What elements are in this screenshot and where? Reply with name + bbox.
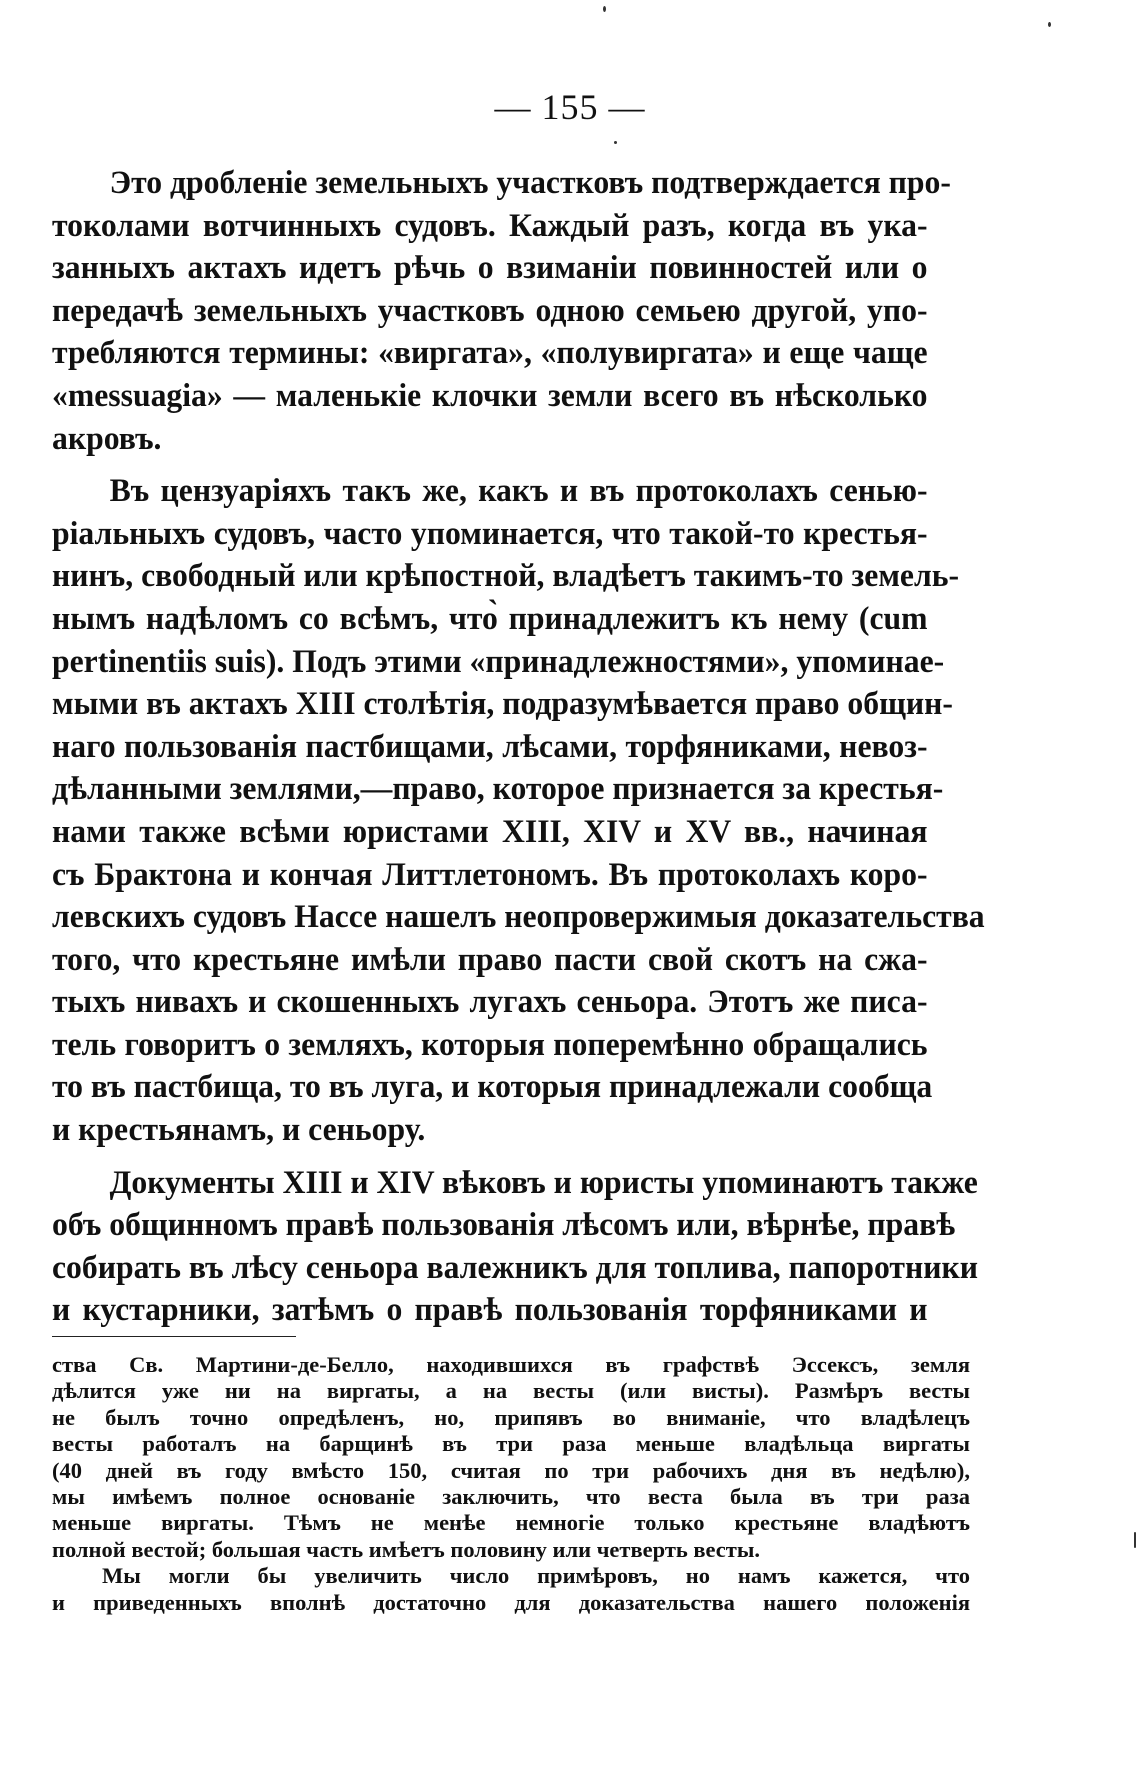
- footnote-line: весты работалъ на барщинѣ въ три раза меньше владѣльца виргаты: [52, 1431, 970, 1457]
- text-line: Въ цензуаріяхъ такъ же, какъ и въ протоколахъ сенью-: [109, 473, 928, 510]
- footnote-line: дѣлится уже ни на виргаты, а на весты (или висты). Размѣръ весты: [52, 1378, 970, 1404]
- main-text: [52, 162, 985, 1332]
- text-line: «messuagia» — маленькіе клочки земли всего въ нѣсколько: [52, 377, 928, 414]
- paragraph: [52, 1162, 978, 1332]
- text-line: и крестьянамъ, и сеньору.: [52, 1112, 426, 1149]
- footnote-paragraph: [52, 1563, 970, 1616]
- text-line: тыхъ нивахъ и скошенныхъ лугахъ сеньора. Этотъ же писа-: [52, 984, 928, 1021]
- text-line: pertinentiis suis). Подъ этими «принадлежностями», упоминае-: [52, 643, 945, 680]
- footnote-line: ства Св. Мартини-де-Белло, находившихся въ графствѣ Эссексъ, земля: [52, 1352, 970, 1377]
- footnote-line: меньше виргаты. Тѣмъ не менѣе немногіе только крестьяне владѣютъ: [52, 1510, 970, 1536]
- text-line: тель говоритъ о земляхъ, которыя поперемѣнно обращались: [52, 1026, 928, 1063]
- paragraph: [52, 470, 985, 1152]
- footnote-separator: [52, 1336, 296, 1337]
- text-line: передачѣ земельныхъ участковъ одною семьею другой, упо-: [52, 292, 928, 329]
- text-line: токолами вотчинныхъ судовъ. Каждый разъ, когда въ ука-: [52, 207, 928, 244]
- text-line: левскихъ судовъ Нассе нашелъ неопровержимыя доказательства: [52, 899, 985, 936]
- text-line: дѣланными землями,—право, которое признается за крестья-: [52, 771, 944, 808]
- text-line: требляются термины: «виргата», «полувиргата» и еще чаще: [52, 335, 928, 372]
- text-line: и кустарники, затѣмъ о правѣ пользованія торфяниками и: [52, 1292, 928, 1329]
- page-number: — 155 —: [494, 87, 646, 127]
- text-line: того, что крестьяне имѣли право пасти свой скотъ на сжа-: [52, 941, 928, 978]
- footnote-line: не былъ точно опредѣленъ, но, припявъ во вниманіе, что владѣлецъ: [52, 1404, 970, 1430]
- text-line: съ Брактона и кончая Литтлетономъ. Въ протоколахъ коро-: [52, 856, 928, 893]
- text-line: мыми въ актахъ XIII столѣтія, подразумѣвается право общин-: [52, 686, 953, 723]
- text-line: Документы XIII и XIV вѣковъ и юристы упоминаютъ также: [109, 1164, 978, 1201]
- footnote-line: (40 дней въ году вмѣсто 150, считая по три рабочихъ дня въ недѣлю),: [52, 1457, 970, 1483]
- paragraph: [52, 162, 951, 460]
- footnote: [52, 1352, 970, 1616]
- footnote-line: Мы могли бы увеличить число примѣровъ, но намъ кажется, что: [102, 1563, 970, 1589]
- footnote-line: мы имѣемъ полное основаніе заключить, что веста была въ три раза: [52, 1483, 970, 1509]
- text-line: занныхъ актахъ идетъ рѣчь о взиманіи повинностей или о: [52, 250, 928, 287]
- text-line: объ общинномъ правѣ пользованія лѣсомъ или, вѣрнѣе, правѣ: [52, 1207, 956, 1244]
- text-line: собирать въ лѣсу сеньора валежникъ для топлива, папоротники: [52, 1249, 978, 1286]
- text-line: наго пользованія пастбищами, лѣсами, торфяниками, невоз-: [52, 728, 928, 765]
- text-line: то въ пастбища, то въ луга, и которыя принадлежали сообща: [52, 1069, 933, 1106]
- footnote-line: и приведенныхъ вполнѣ достаточно для доказательства нашего положенія: [52, 1589, 970, 1615]
- footnote-paragraph: [52, 1352, 970, 1563]
- text-line: нами также всѣми юристами XIII, XIV и XV вв., начиная: [52, 813, 928, 850]
- text-line: Это дробленіе земельныхъ участковъ подтверждается про-: [109, 165, 951, 201]
- footnote-line: полной вестой; большая часть имѣетъ половину или четверть весты.: [52, 1536, 761, 1562]
- text-line: ріальныхъ судовъ, часто упоминается, что такой-то крестья-: [52, 515, 928, 552]
- text-line: нымъ надѣломъ со всѣмъ, что̀ принадлежитъ къ нему (cum: [52, 600, 928, 637]
- text-line: акровъ.: [52, 420, 162, 457]
- text-line: нинъ, свободный или крѣпостной, владѣетъ такимъ-то земель-: [52, 558, 960, 595]
